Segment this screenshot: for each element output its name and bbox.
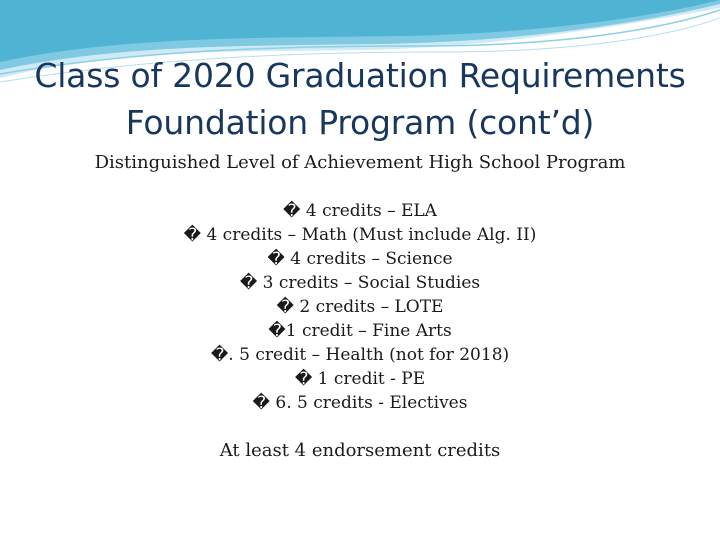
requirement-item-social-studies <box>0 271 720 295</box>
title-line-2: Foundation Program (cont’d) <box>125 103 595 142</box>
requirement-item-lote <box>0 295 720 319</box>
requirement-item-math <box>0 223 720 247</box>
requirement-text: 3 credits – Social Studies <box>257 273 481 293</box>
bullet-icon: � <box>210 345 229 365</box>
bullet-icon: � <box>183 225 202 245</box>
requirement-text: 2 credits – LOTE <box>293 297 444 317</box>
requirement-text: . 5 credit – Health (not for 2018) <box>228 345 510 365</box>
requirement-text: 1 credit - PE <box>312 369 426 389</box>
bullet-icon: � <box>294 369 313 389</box>
bullet-icon: � <box>252 393 270 413</box>
bullet-icon: � <box>268 321 286 341</box>
requirement-item-health <box>0 343 720 367</box>
program-subtitle: Distinguished Level of Achievement High School Program <box>94 152 626 173</box>
requirement-text: 1 credit – Fine Arts <box>285 321 452 341</box>
requirement-item-ela <box>0 199 720 223</box>
requirement-text: 6. 5 credits - Electives <box>269 393 468 413</box>
requirement-text: 4 credits – ELA <box>300 201 437 221</box>
bullet-icon: � <box>276 297 294 317</box>
requirement-item-pe <box>0 367 720 391</box>
bullet-icon: � <box>239 273 258 293</box>
requirement-text: 4 credits – Science <box>284 249 453 269</box>
requirement-item-science <box>0 247 720 271</box>
bullet-icon: � <box>267 249 285 269</box>
requirements-list <box>0 199 720 415</box>
endorsement-note: At least 4 endorsement credits <box>219 440 501 461</box>
bullet-icon: � <box>283 201 301 221</box>
requirement-text: 4 credits – Math (Must include Alg. II) <box>201 225 537 245</box>
requirement-item-electives <box>0 391 720 415</box>
requirement-item-fine-arts <box>0 319 720 343</box>
slide-title <box>0 52 720 146</box>
title-line-1: Class of 2020 Graduation Requirements <box>34 56 686 95</box>
